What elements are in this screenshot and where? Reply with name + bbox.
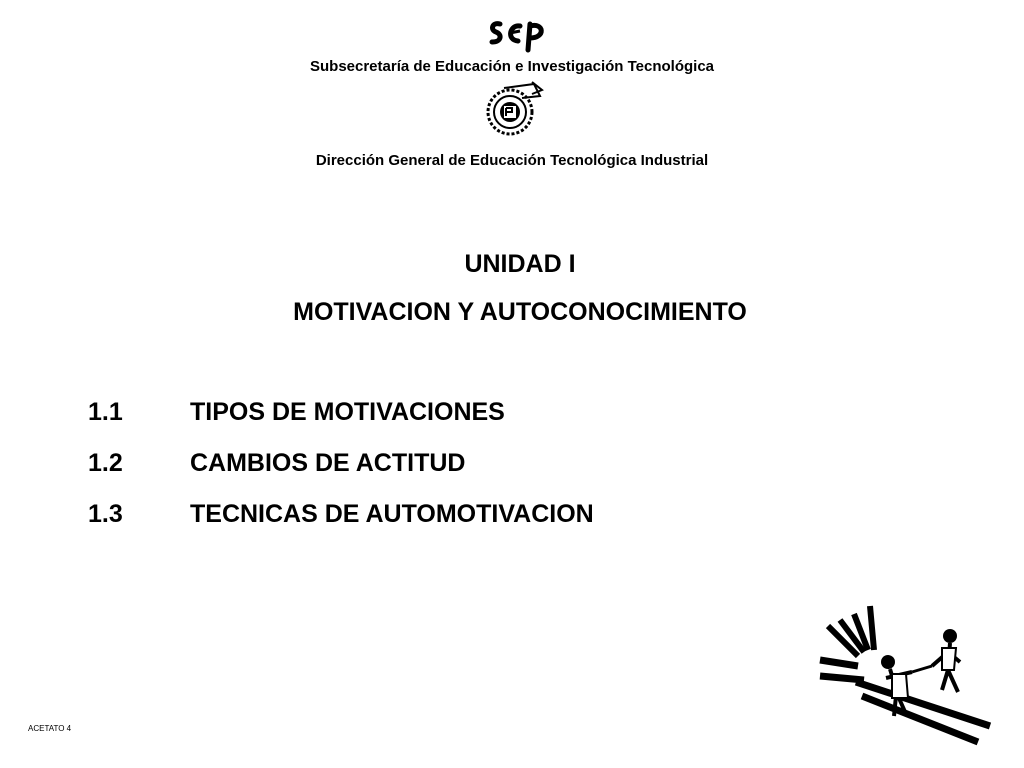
topic-item [88, 500, 594, 551]
subsecretaria-title: Subsecretaría de Educación e Investigación Tecnológica [309, 58, 715, 75]
children-running-on-road-illustration [812, 600, 992, 750]
topic-label: TECNICAS DE AUTOMOTIVACION [190, 500, 594, 528]
topic-number: 1.3 [88, 500, 123, 528]
topic-list [88, 398, 594, 551]
topic-number: 1.1 [88, 398, 123, 426]
sep-logo [486, 14, 550, 54]
topic-item [88, 398, 594, 449]
topic-label: TIPOS DE MOTIVACIONES [190, 398, 505, 426]
footer-label: ACETATO 4 [28, 724, 72, 733]
topic-item [88, 449, 594, 500]
direccion-title: Dirección General de Educación Tecnológica Industrial [315, 152, 709, 169]
dgeti-gear-logo [482, 78, 546, 142]
unit-title: UNIDAD I [464, 250, 576, 278]
topic-number: 1.2 [88, 449, 123, 477]
unit-subtitle: MOTIVACION Y AUTOCONOCIMIENTO [293, 298, 747, 326]
topic-label: CAMBIOS DE ACTITUD [190, 449, 466, 477]
